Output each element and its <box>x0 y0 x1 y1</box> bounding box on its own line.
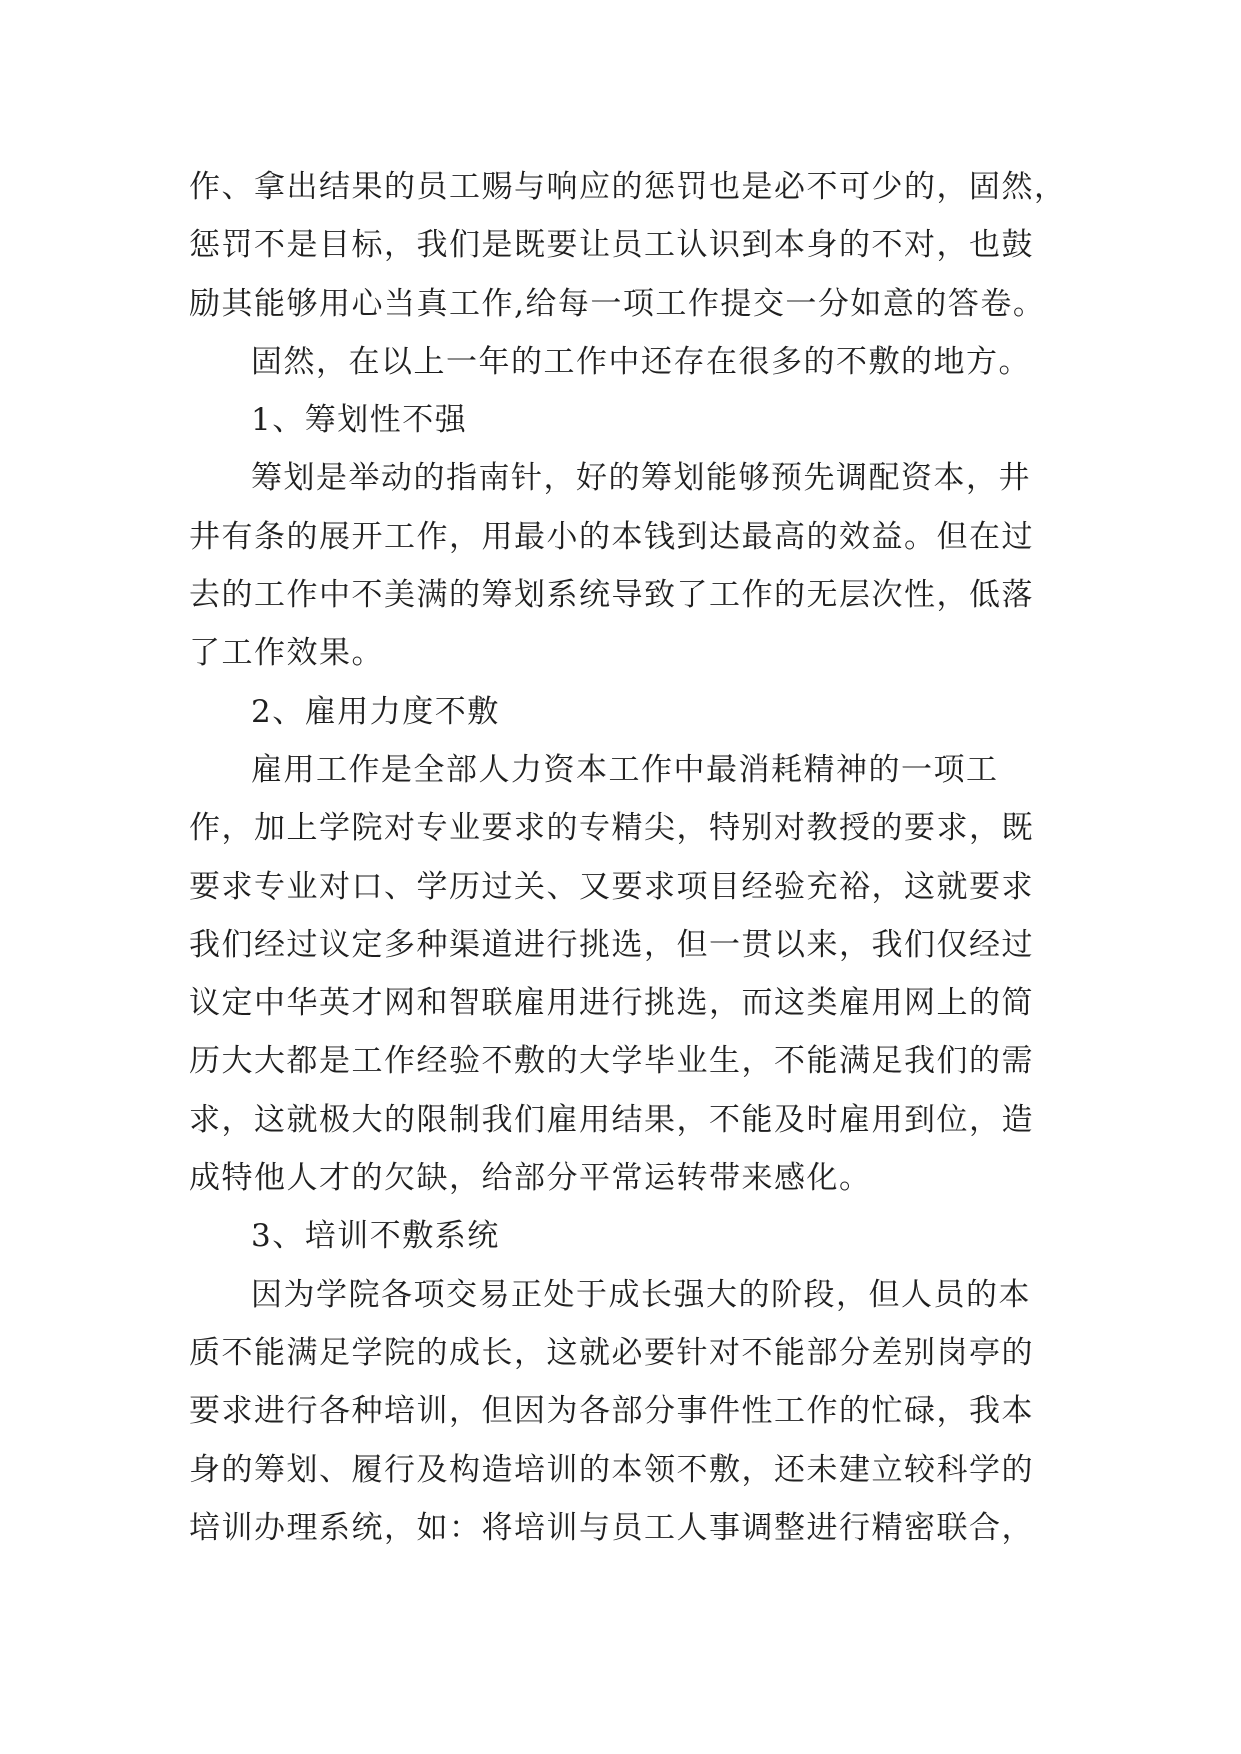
text-line: 历大大都是工作经验不敷的大学毕业生，不能满足我们的需 <box>189 1043 1034 1080</box>
text-line: 去的工作中不美满的筹划系统导致了工作的无层次性，低落 <box>189 577 1034 614</box>
paragraph-start-line: 因为学院各项交易正处于成长强大的阶段，但人员的本 <box>251 1276 1031 1313</box>
text-line: 培训办理系统，如：将培训与员工人事调整进行精密联合， <box>189 1509 1034 1546</box>
paragraph-start-line: 固然，在以上一年的工作中还存在很多的不敷的地方。 <box>251 343 1031 380</box>
text-line: 身的筹划、履行及构造培训的本领不敷，还未建立较科学的 <box>189 1451 1034 1488</box>
section-heading-3: 3、培训不敷系统 <box>251 1218 500 1255</box>
text-line: 议定中华英才网和智联雇用进行挑选，而这类雇用网上的简 <box>189 985 1034 1022</box>
text-line: 作、拿出结果的员工赐与响应的惩罚也是必不可少的，固然， <box>189 169 1067 205</box>
section-heading-1: 1、筹划性不强 <box>251 402 468 439</box>
section-heading-2: 2、雇用力度不敷 <box>251 693 500 730</box>
text-line: 质不能满足学院的成长，这就必要针对不能部分差别岗亭的 <box>189 1334 1034 1371</box>
paragraph-start-line: 雇用工作是全部人力资本工作中最消耗精神的一项工 <box>251 751 999 788</box>
text-line: 了工作效果。 <box>189 635 384 672</box>
document-body <box>189 158 1067 1557</box>
text-line: 作，加上学院对专业要求的专精尖，特别对教授的要求，既 <box>189 810 1034 847</box>
text-line: 惩罚不是目标，我们是既要让员工认识到本身的不对，也鼓 <box>189 227 1034 264</box>
text-line: 成特他人才的欠缺，给部分平常运转带来感化。 <box>189 1160 872 1197</box>
text-line: 求，这就极大的限制我们雇用结果，不能及时雇用到位，造 <box>189 1101 1034 1138</box>
text-line: 我们经过议定多种渠道进行挑选，但一贯以来，我们仅经过 <box>189 926 1034 963</box>
text-line: 井有条的展开工作，用最小的本钱到达最高的效益。但在过 <box>189 518 1034 555</box>
text-line: 励其能够用心当真工作,给每一项工作提交一分如意的答卷。 <box>189 285 1046 322</box>
text-line: 要求进行各种培训，但因为各部分事件性工作的忙碌，我本 <box>189 1393 1034 1430</box>
paragraph-start-line: 筹划是举动的指南针，好的筹划能够预先调配资本，井 <box>251 460 1031 497</box>
text-line: 要求专业对口、学历过关、又要求项目经验充裕，这就要求 <box>189 868 1034 905</box>
